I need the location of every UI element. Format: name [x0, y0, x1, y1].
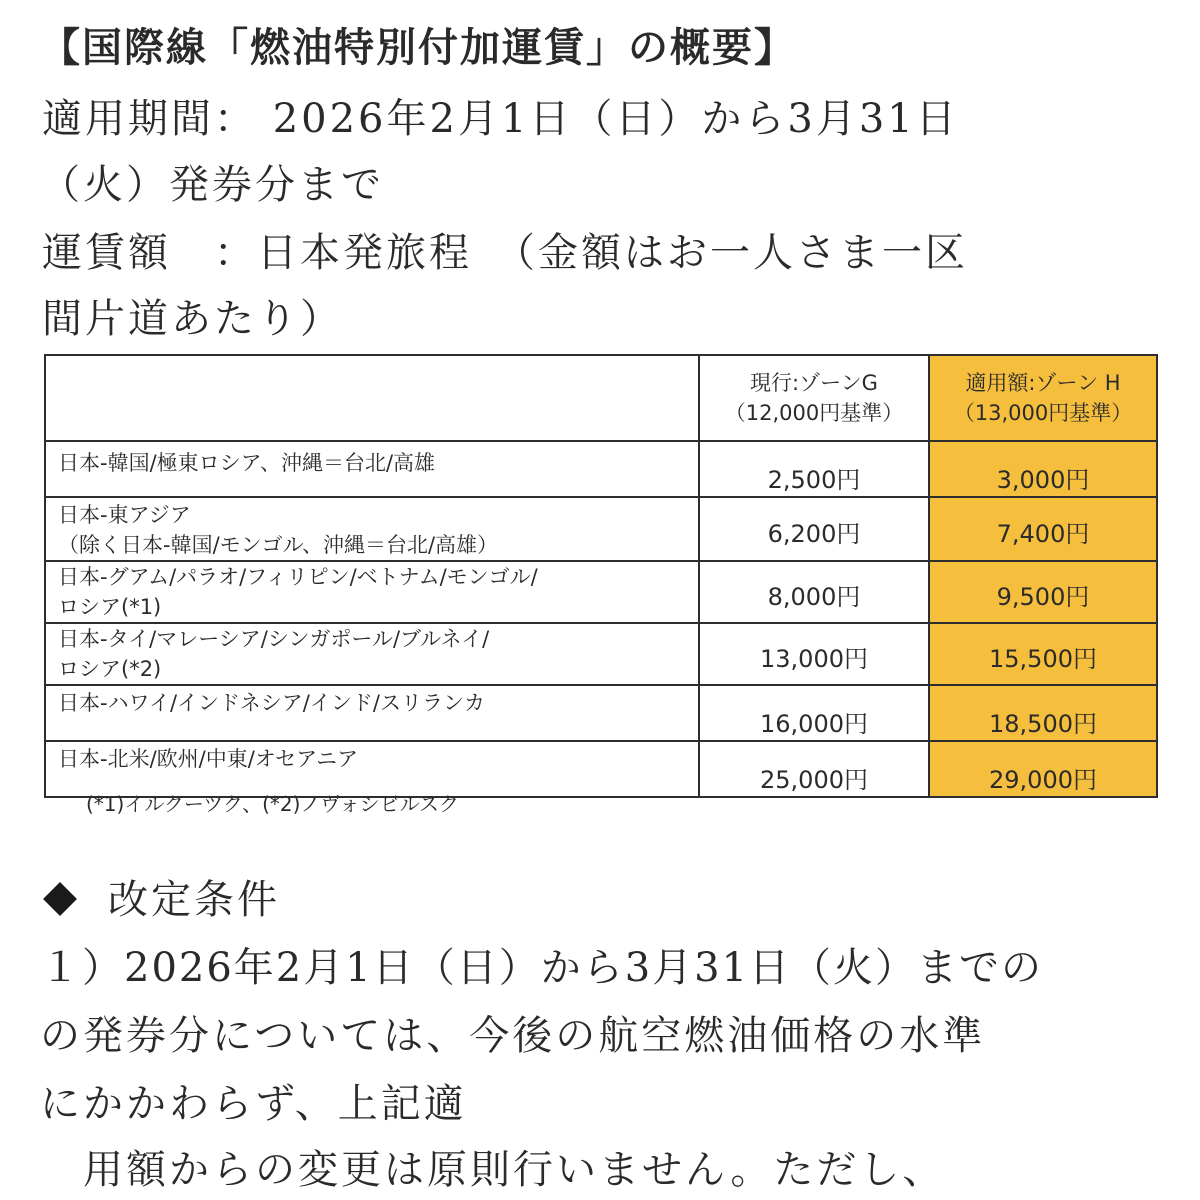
fare-table: [44, 354, 1158, 798]
current-fare: 8,000円: [767, 582, 861, 611]
new-fare-cell: [929, 497, 1157, 561]
table-row: [45, 623, 1157, 685]
diamond-icon: [43, 882, 77, 916]
current-fare: 25,000円: [760, 765, 868, 794]
route-line2: （除く日本-韓国/モンゴル、沖縄＝台北/高雄）: [58, 533, 499, 557]
period-line-2: （火）発券分まで: [40, 162, 384, 208]
table-footnote: (*1)イルクーツク、(*2)ノヴォシビルスク: [86, 792, 460, 816]
current-fare: 6,200円: [767, 519, 861, 548]
route-line2: ロシア(*1): [58, 595, 162, 619]
conditions-line-4: 用額からの変更は原則行いません。ただし、: [40, 1147, 946, 1193]
header-current: [699, 355, 929, 441]
table-row: [45, 441, 1157, 497]
period-line-1: 適用期間： 2026年2月1日（日）から3月31日: [42, 96, 959, 142]
route-cell: [45, 623, 699, 685]
route-cell: [45, 497, 699, 561]
current-fare-cell: [699, 685, 929, 741]
current-fare-cell: [699, 497, 929, 561]
table-row: [45, 685, 1157, 741]
new-fare: 18,500円: [989, 709, 1097, 738]
current-fare-cell: [699, 623, 929, 685]
route-line1: 日本-韓国/極東ロシア、沖縄＝台北/高雄: [58, 451, 436, 475]
new-fare-cell: [929, 623, 1157, 685]
current-fare-cell: [699, 441, 929, 497]
route-line1: 日本-北米/欧州/中東/オセアニア: [58, 747, 359, 771]
current-fare: 2,500円: [767, 465, 861, 494]
current-fare-cell: [699, 561, 929, 623]
conditions-heading: 改定条件: [108, 877, 280, 923]
new-fare-cell: [929, 685, 1157, 741]
table-row: [45, 561, 1157, 623]
new-fare: 29,000円: [989, 765, 1097, 794]
route-cell: [45, 441, 699, 497]
new-fare: 15,500円: [989, 644, 1097, 673]
route-cell: [45, 685, 699, 741]
new-fare: 7,400円: [996, 519, 1090, 548]
route-line2: ロシア(*2): [58, 657, 162, 681]
new-fare: 9,500円: [996, 582, 1090, 611]
route-line1: 日本-ハワイ/インドネシア/インド/スリランカ: [58, 691, 485, 715]
header-current-line2: （12,000円基準）: [724, 401, 904, 425]
header-empty-cell: [45, 355, 699, 441]
route-line1: 日本-タイ/マレーシア/シンガポール/ブルネイ/: [58, 627, 490, 651]
current-fare: 13,000円: [760, 644, 868, 673]
header-new: [929, 355, 1157, 441]
page-title: 【国際線「燃油特別付加運賃」の概要】: [40, 24, 796, 71]
fare-line-2: 間片道あたり）: [42, 296, 343, 342]
conditions-line-2: の発券分については、今後の航空燃油価格の水準: [40, 1013, 986, 1059]
fare-line-1: 運賃額 ：日本発旅程 （金額はお一人さま一区: [42, 230, 968, 276]
current-fare: 16,000円: [760, 709, 868, 738]
new-fare-cell: [929, 741, 1157, 797]
table-row: [45, 497, 1157, 561]
route-line1: 日本-グアム/パラオ/フィリピン/ベトナム/モンゴル/: [58, 565, 538, 589]
conditions-line-3: にかかわらず、上記適: [40, 1081, 467, 1127]
route-cell: [45, 561, 699, 623]
header-new-line1: 適用額:ゾーン H: [965, 371, 1121, 395]
new-fare-cell: [929, 561, 1157, 623]
conditions-line-1: １）2026年2月1日（日）から3月31日（火）までの: [40, 945, 1044, 991]
new-fare-cell: [929, 441, 1157, 497]
header-current-line1: 現行:ゾーンG: [750, 371, 878, 395]
route-line1: 日本-東アジア: [58, 503, 191, 527]
new-fare: 3,000円: [996, 465, 1090, 494]
current-fare-cell: [699, 741, 929, 797]
header-new-line2: （13,000円基準）: [953, 401, 1133, 425]
table-header-row: [45, 355, 1157, 441]
